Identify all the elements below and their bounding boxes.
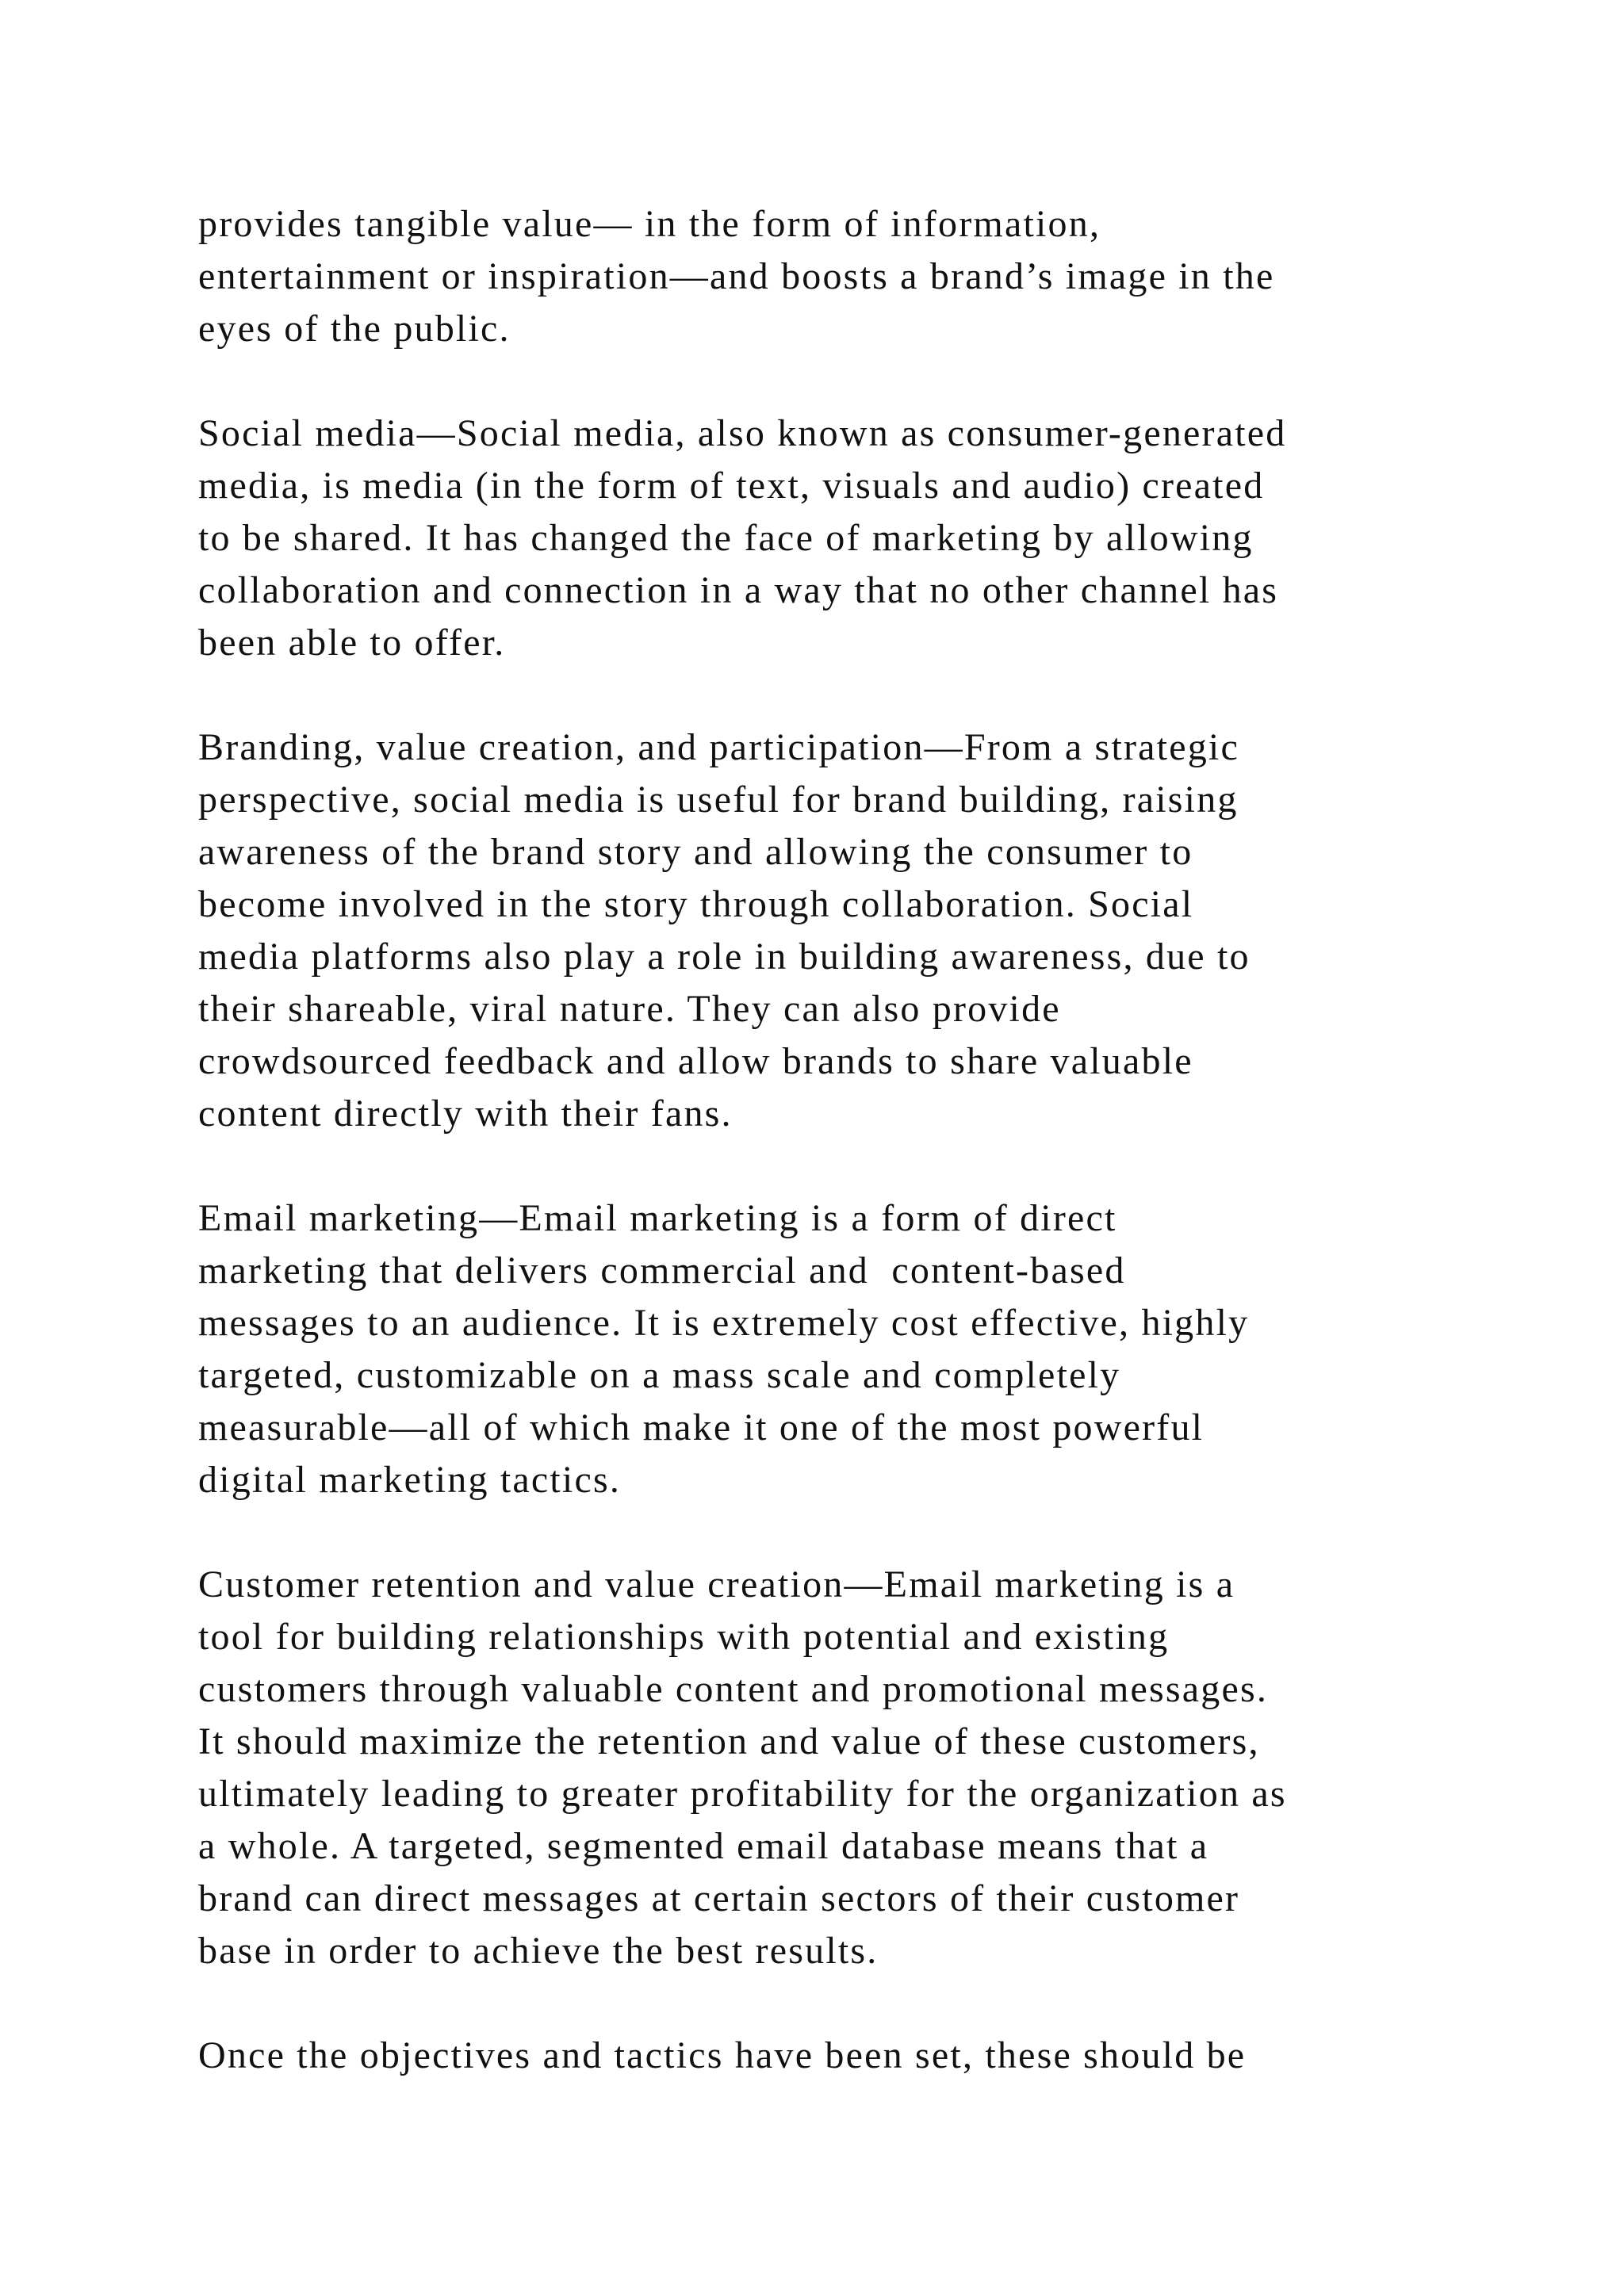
text-line: collaboration and connection in a way that no other channel has (198, 569, 1279, 611)
text-line: targeted, customizable on a mass scale and completely (198, 1354, 1121, 1396)
text-line: tool for building relationships with potential and existing (198, 1616, 1170, 1658)
text-line: customers through valuable content and promotional messages. (198, 1668, 1269, 1710)
paragraph-objectives (198, 2030, 1546, 2082)
text-line: crowdsourced feedback and allow brands to share valuable (198, 1040, 1193, 1082)
paragraph-branding (198, 721, 1546, 1140)
document-body (198, 198, 1546, 2134)
text-line: media, is media (in the form of text, visuals and audio) created (198, 465, 1265, 507)
paragraph-customer-retention (198, 1559, 1546, 1977)
text-line: ultimately leading to greater profitability for the organization as (198, 1773, 1287, 1815)
text-line: media platforms also play a role in building awareness, due to (198, 936, 1251, 978)
text-line: to be shared. It has changed the face of marketing by allowing (198, 517, 1254, 559)
text-line: entertainment or inspiration—and boosts a brand’s image in the (198, 255, 1275, 297)
text-line: Social media—Social media, also known as consumer-generated (198, 412, 1287, 454)
text-line: perspective, social media is useful for brand building, raising (198, 779, 1239, 821)
paragraph-social-media (198, 408, 1546, 669)
text-line: base in order to achieve the best results. (198, 1930, 879, 1972)
text-line: their shareable, viral nature. They can also provide (198, 988, 1061, 1030)
text-line: marketing that delivers commercial and content-based (198, 1249, 1126, 1292)
text-line: been able to offer. (198, 622, 506, 664)
text-line: brand can direct messages at certain sectors of their customer (198, 1877, 1240, 1919)
text-line: Once the objectives and tactics have been set, these should be (198, 2034, 1247, 2076)
text-line: It should maximize the retention and value of these customers, (198, 1720, 1260, 1762)
text-line: eyes of the public. (198, 308, 511, 350)
text-line: content directly with their fans. (198, 1093, 733, 1135)
text-line: Customer retention and value creation—Email marketing is a (198, 1563, 1235, 1605)
text-line: digital marketing tactics. (198, 1459, 622, 1501)
text-line: a whole. A targeted, segmented email database means that a (198, 1825, 1209, 1867)
paragraph-content-value (198, 198, 1546, 355)
text-line: Branding, value creation, and participation—From a strategic (198, 726, 1239, 768)
text-line: awareness of the brand story and allowing the consumer to (198, 831, 1193, 873)
text-line: provides tangible value— in the form of information, (198, 203, 1101, 245)
text-line: become involved in the story through collaboration. Social (198, 883, 1194, 925)
text-line: measurable—all of which make it one of the most powerful (198, 1406, 1205, 1448)
text-line: Email marketing—Email marketing is a form of direct (198, 1197, 1117, 1239)
paragraph-email-marketing (198, 1192, 1546, 1506)
text-line: messages to an audience. It is extremely cost effective, highly (198, 1302, 1250, 1344)
